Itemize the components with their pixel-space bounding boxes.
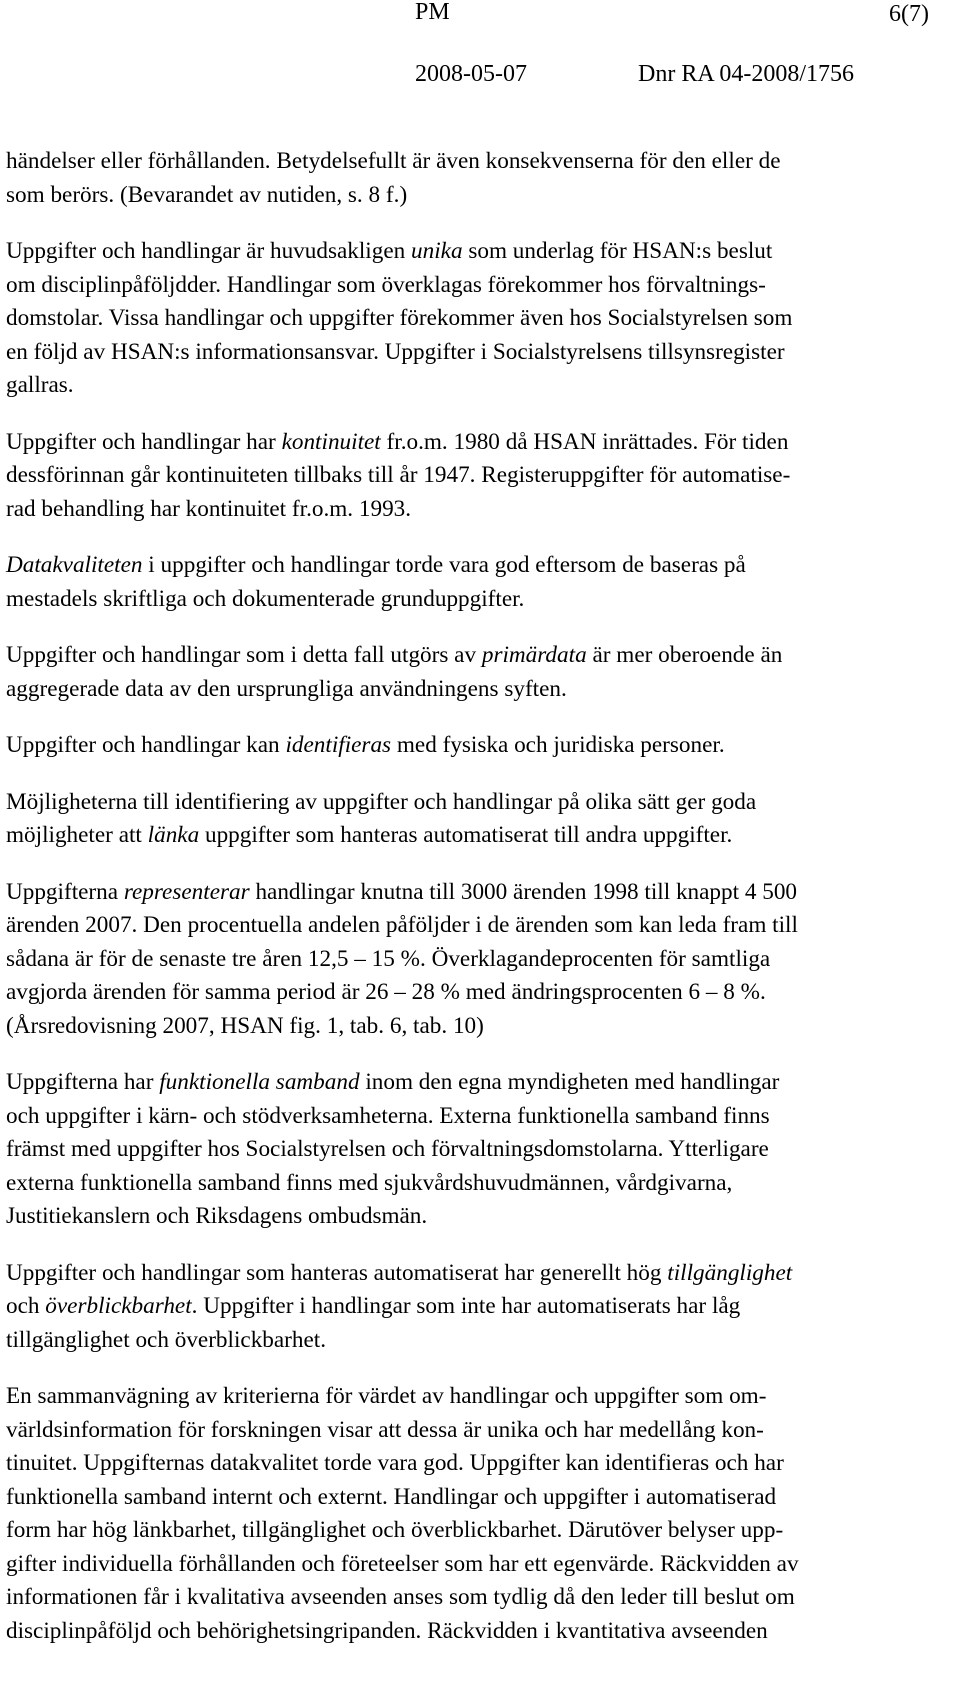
line: sådana är för de senaste tre åren 12,5 – 15 %. Överklagandeprocenten för samtliga: [6, 945, 771, 972]
line: händelser eller förhållanden. Betydelsefullt är även konsekvenserna för den eller de: [6, 148, 781, 174]
line: [6, 1069, 779, 1095]
emphasis: länka: [147, 822, 200, 848]
paragraph-3: [6, 426, 952, 527]
line: [6, 642, 782, 668]
text-run: Uppgifter och handlingar är huvudsakligen: [6, 238, 412, 264]
line: disciplinpåföljd och behörighetsingripanden. Räckvidden i kvantitativa avseenden: [6, 1617, 768, 1644]
text-run: uppgifter som hanteras automatiserat till andra uppgifter.: [199, 822, 733, 848]
line: domstolar. Vissa handlingar och uppgifter förekommer även hos Socialstyrelsen som: [6, 305, 793, 331]
reference-number: Dnr RA 04-2008/1756: [638, 61, 854, 87]
text-run: Uppgifter och handlingar som i detta fall utgörs av: [6, 642, 482, 668]
emphasis: Datakvaliteten: [6, 552, 143, 578]
text-run: är mer oberoende än: [586, 642, 783, 668]
emphasis: kontinuitet: [281, 428, 381, 455]
line: aggregerade data av den ursprungliga användningens syften.: [6, 675, 567, 702]
body-text: [6, 145, 952, 1671]
line: tillgänglighet och överblickbarhet.: [6, 1326, 327, 1353]
text-run: Uppgifterna: [6, 878, 124, 905]
text-run: Uppgifterna har: [6, 1069, 160, 1095]
line: Justitiekanslern och Riksdagens ombudsmän.: [6, 1203, 428, 1229]
emphasis: identifieras: [285, 732, 392, 758]
text-run: inom den egna myndigheten med handlingar: [359, 1069, 780, 1095]
paragraph-11: [6, 1380, 952, 1648]
line: som berörs. (Bevarandet av nutiden, s. 8 f.): [6, 181, 408, 208]
line: [6, 1293, 740, 1319]
emphasis: representerar: [123, 878, 250, 905]
emphasis: överblickbarhet: [45, 1293, 192, 1319]
page-number: 6(7): [889, 1, 929, 27]
line: en följd av HSAN:s informationsansvar. Uppgifter i Socialstyrelsens tillsynsregister: [6, 338, 785, 365]
emphasis: unika: [411, 238, 463, 264]
line: rad behandling har kontinuitet fr.o.m. 1993.: [6, 495, 412, 522]
line: [6, 238, 772, 264]
line: externa funktionella samband finns med sjukvårdshuvudmännen, vårdgivarna,: [6, 1169, 733, 1196]
document-type: PM: [415, 0, 450, 25]
line: funktionella samband internt och externt. Handlingar och uppgifter i automatiserad: [6, 1483, 777, 1510]
line: Möjligheterna till identifiering av uppgifter och handlingar på olika sätt ger goda: [6, 788, 757, 815]
line: och uppgifter i kärn- och stödverksamheterna. Externa funktionella samband finns: [6, 1102, 770, 1129]
text-run: möjligheter att: [6, 822, 148, 848]
line: främst med uppgifter hos Socialstyrelsen och förvaltningsdomstolarna. Ytterligare: [6, 1136, 769, 1162]
paragraph-1: [6, 145, 952, 212]
line: [6, 552, 746, 578]
line: tinuitet. Uppgifternas datakvalitet torde vara god. Uppgifter kan identifieras och har: [6, 1450, 784, 1476]
text-run: i uppgifter och handlingar torde vara god eftersom de baseras på: [142, 552, 746, 578]
line: [6, 429, 788, 455]
line: gallras.: [6, 372, 74, 398]
line: [6, 822, 732, 848]
line: informationen får i kvalitativa avseenden anses som tydlig då den leder till beslut om: [6, 1584, 795, 1610]
text-run: . Uppgifter i handlingar som inte har automatiserats har låg: [191, 1293, 741, 1319]
emphasis: primärdata: [481, 642, 587, 668]
text-run: med fysiska och juridiska personer.: [391, 732, 725, 758]
paragraph-7: [6, 786, 952, 853]
emphasis: tillgänglighet: [667, 1259, 793, 1286]
document-date: 2008-05-07: [415, 61, 527, 87]
line: ärenden 2007. Den procentuella andelen påföljder i de ärenden som kan leda fram till: [6, 912, 798, 938]
text-run: Uppgifter och handlingar kan: [6, 732, 286, 758]
paragraph-2: [6, 235, 952, 403]
line: [6, 732, 725, 758]
line: [6, 879, 797, 905]
emphasis: funktionella samband: [159, 1069, 360, 1095]
line: En sammanvägning av kriterierna för värdet av handlingar och uppgifter som om-: [6, 1383, 767, 1409]
line: form har hög länkbarhet, tillgänglighet och överblickbarhet. Därutöver belyser upp-: [6, 1517, 784, 1543]
paragraph-6: [6, 729, 952, 763]
line: [6, 1260, 792, 1286]
paragraph-5: [6, 639, 952, 706]
line: om disciplinpåföljdder. Handlingar som överklagas förekommer hos förvaltnings-: [6, 271, 766, 298]
text-run: Uppgifter och handlingar som hanteras automatiserat har generellt hög: [6, 1259, 668, 1286]
line: (Årsredovisning 2007, HSAN fig. 1, tab. 6, tab. 10): [6, 1012, 484, 1039]
paragraph-4: [6, 549, 952, 616]
text-run: fr.o.m. 1980 då HSAN inrättades. För tiden: [380, 428, 789, 455]
line: dessförinnan går kontinuiteten tillbaks till år 1947. Registeruppgifter för automatise-: [6, 462, 791, 488]
paragraph-10: [6, 1257, 952, 1358]
paragraph-8: [6, 876, 952, 1044]
paragraph-9: [6, 1066, 952, 1234]
line: mestadels skriftliga och dokumenterade grunduppgifter.: [6, 585, 525, 612]
line: avgjorda ärenden för samma period är 26 – 28 % med ändringsprocenten 6 – 8 %.: [6, 979, 766, 1005]
text-run: handlingar knutna till 3000 ärenden 1998 till knappt 4 500: [249, 878, 798, 905]
line: gifter individuella förhållanden och företeelser som har ett egenvärde. Räckvidden av: [6, 1550, 799, 1577]
text-run: och: [6, 1293, 46, 1319]
text-run: som underlag för HSAN:s beslut: [462, 238, 773, 264]
text-run: Uppgifter och handlingar har: [6, 428, 282, 455]
line: världsinformation för forskningen visar att dessa är unika och har medellång kon-: [6, 1416, 764, 1443]
